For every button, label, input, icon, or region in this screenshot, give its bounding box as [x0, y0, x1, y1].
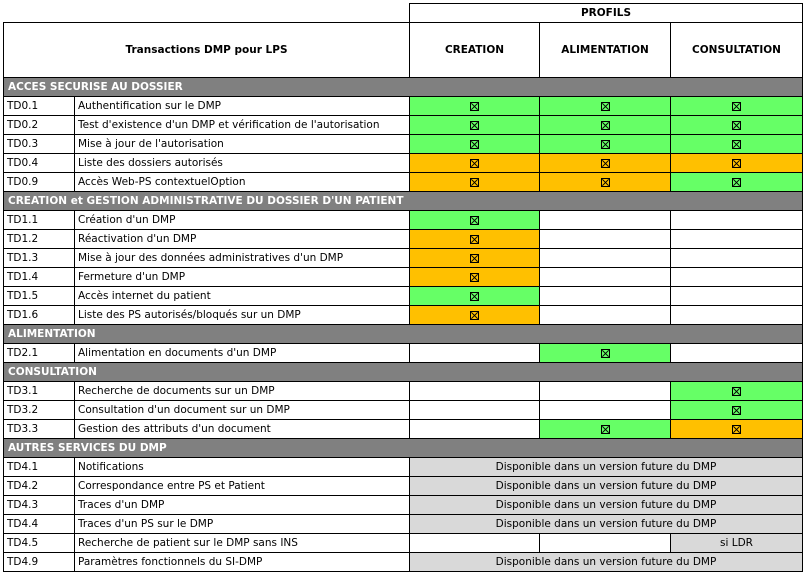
profile-cell-consultation	[670, 305, 803, 325]
profile-cell-alimentation	[539, 134, 671, 154]
checked-box-icon	[601, 140, 610, 149]
checked-box-icon	[732, 178, 741, 187]
future-version-note: Disponible dans un version future du DMP	[409, 457, 803, 477]
checked-box-icon	[732, 121, 741, 130]
checked-box-icon	[470, 102, 479, 111]
transaction-label: Création d'un DMP	[74, 210, 410, 230]
checked-box-icon	[601, 178, 610, 187]
profile-cell-alimentation	[539, 267, 671, 287]
transaction-label: Consultation d'un document sur un DMP	[74, 400, 410, 420]
profile-cell-creation	[409, 153, 540, 173]
profile-cell-alimentation	[539, 229, 671, 249]
profile-cell-alimentation	[539, 305, 671, 325]
profile-cell-consultation	[670, 153, 803, 173]
section-title: AUTRES SERVICES DU DMP	[3, 438, 803, 458]
checked-box-icon	[470, 235, 479, 244]
profile-cell-alimentation	[539, 248, 671, 268]
section-title: CREATION et GESTION ADMINISTRATIVE DU DOSSIER D'UN PATIENT	[3, 191, 803, 211]
profile-cell-creation	[409, 210, 540, 230]
transaction-label: Notifications	[74, 457, 410, 477]
profile-cell-creation	[409, 419, 540, 439]
profile-cell-consultation	[670, 134, 803, 154]
profile-cell-creation	[409, 533, 540, 553]
transaction-code: TD0.3	[3, 134, 75, 154]
transaction-code: TD4.1	[3, 457, 75, 477]
transaction-code: TD1.1	[3, 210, 75, 230]
future-version-note: Disponible dans un version future du DMP	[409, 514, 803, 534]
transaction-code: TD0.2	[3, 115, 75, 135]
checked-box-icon	[732, 140, 741, 149]
transaction-label: Liste des dossiers autorisés	[74, 153, 410, 173]
checked-box-icon	[470, 254, 479, 263]
transaction-code: TD4.2	[3, 476, 75, 496]
checked-box-icon	[470, 140, 479, 149]
profile-cell-creation	[409, 115, 540, 135]
transaction-code: TD1.5	[3, 286, 75, 306]
transaction-code: TD0.1	[3, 96, 75, 116]
profile-cell-alimentation	[539, 210, 671, 230]
transaction-code: TD2.1	[3, 343, 75, 363]
transaction-label: Mise à jour de l'autorisation	[74, 134, 410, 154]
transaction-code: TD4.4	[3, 514, 75, 534]
profile-cell-creation	[409, 134, 540, 154]
transaction-code: TD4.9	[3, 552, 75, 572]
consultation-note: si LDR	[670, 533, 803, 553]
profile-cell-creation	[409, 400, 540, 420]
transaction-code: TD0.4	[3, 153, 75, 173]
profile-cell-consultation	[670, 172, 803, 192]
profile-cell-alimentation	[539, 172, 671, 192]
column-header-consultation: CONSULTATION	[670, 22, 803, 78]
profile-cell-creation	[409, 343, 540, 363]
checked-box-icon	[601, 121, 610, 130]
checked-box-icon	[732, 387, 741, 396]
profile-cell-alimentation	[539, 381, 671, 401]
checked-box-icon	[470, 216, 479, 225]
section-title: ACCES SECURISE AU DOSSIER	[3, 77, 803, 97]
profile-cell-alimentation	[539, 419, 671, 439]
profile-cell-creation	[409, 172, 540, 192]
profile-cell-consultation	[670, 115, 803, 135]
transaction-label: Mise à jour des données administratives d'un DMP	[74, 248, 410, 268]
checked-box-icon	[601, 425, 610, 434]
profile-cell-consultation	[670, 96, 803, 116]
profile-cell-alimentation	[539, 343, 671, 363]
transaction-label: Recherche de patient sur le DMP sans INS	[74, 533, 410, 553]
profils-header: PROFILS	[409, 3, 803, 23]
checked-box-icon	[732, 425, 741, 434]
section-title: CONSULTATION	[3, 362, 803, 382]
transaction-code: TD3.2	[3, 400, 75, 420]
profile-cell-alimentation	[539, 115, 671, 135]
transaction-code: TD1.2	[3, 229, 75, 249]
checked-box-icon	[601, 102, 610, 111]
transaction-label: Réactivation d'un DMP	[74, 229, 410, 249]
future-version-note: Disponible dans un version future du DMP	[409, 476, 803, 496]
transaction-label: Fermeture d'un DMP	[74, 267, 410, 287]
profile-cell-creation	[409, 381, 540, 401]
transaction-code: TD1.3	[3, 248, 75, 268]
checked-box-icon	[470, 178, 479, 187]
transaction-code: TD3.1	[3, 381, 75, 401]
transaction-code: TD3.3	[3, 419, 75, 439]
future-version-note: Disponible dans un version future du DMP	[409, 552, 803, 572]
transaction-code: TD4.3	[3, 495, 75, 515]
transaction-label: Paramètres fonctionnels du SI-DMP	[74, 552, 410, 572]
profile-cell-consultation	[670, 267, 803, 287]
profile-cell-creation	[409, 96, 540, 116]
transaction-label: Test d'existence d'un DMP et vérification de l'autorisation	[74, 115, 410, 135]
profile-cell-alimentation	[539, 153, 671, 173]
profile-cell-consultation	[670, 400, 803, 420]
transaction-label: Correspondance entre PS et Patient	[74, 476, 410, 496]
transaction-code: TD1.6	[3, 305, 75, 325]
transaction-label: Traces d'un DMP	[74, 495, 410, 515]
profile-cell-consultation	[670, 343, 803, 363]
future-version-note: Disponible dans un version future du DMP	[409, 495, 803, 515]
checked-box-icon	[470, 292, 479, 301]
profile-cell-alimentation	[539, 533, 671, 553]
transaction-label: Liste des PS autorisés/bloqués sur un DMP	[74, 305, 410, 325]
profile-cell-alimentation	[539, 286, 671, 306]
checked-box-icon	[601, 349, 610, 358]
checked-box-icon	[470, 121, 479, 130]
transaction-label: Authentification sur le DMP	[74, 96, 410, 116]
checked-box-icon	[470, 159, 479, 168]
profile-cell-creation	[409, 248, 540, 268]
transaction-label: Alimentation en documents d'un DMP	[74, 343, 410, 363]
transaction-label: Traces d'un PS sur le DMP	[74, 514, 410, 534]
transaction-label: Gestion des attributs d'un document	[74, 419, 410, 439]
profile-cell-consultation	[670, 229, 803, 249]
transactions-header: Transactions DMP pour LPS	[3, 22, 410, 78]
checked-box-icon	[470, 311, 479, 320]
profile-cell-creation	[409, 286, 540, 306]
checked-box-icon	[601, 159, 610, 168]
profile-cell-creation	[409, 267, 540, 287]
profile-cell-consultation	[670, 381, 803, 401]
profile-cell-alimentation	[539, 96, 671, 116]
column-header-creation: CREATION	[409, 22, 540, 78]
checked-box-icon	[732, 406, 741, 415]
profile-cell-alimentation	[539, 400, 671, 420]
checked-box-icon	[732, 102, 741, 111]
profile-cell-consultation	[670, 210, 803, 230]
transaction-code: TD0.9	[3, 172, 75, 192]
column-header-alimentation: ALIMENTATION	[539, 22, 671, 78]
profile-cell-creation	[409, 305, 540, 325]
profile-cell-creation	[409, 229, 540, 249]
transaction-label: Accès Web-PS contextuelOption	[74, 172, 410, 192]
profile-cell-consultation	[670, 286, 803, 306]
profile-cell-consultation	[670, 248, 803, 268]
section-title: ALIMENTATION	[3, 324, 803, 344]
profile-cell-consultation	[670, 419, 803, 439]
transaction-label: Recherche de documents sur un DMP	[74, 381, 410, 401]
checked-box-icon	[732, 159, 741, 168]
transaction-label: Accès internet du patient	[74, 286, 410, 306]
transaction-code: TD4.5	[3, 533, 75, 553]
checked-box-icon	[470, 273, 479, 282]
transaction-code: TD1.4	[3, 267, 75, 287]
